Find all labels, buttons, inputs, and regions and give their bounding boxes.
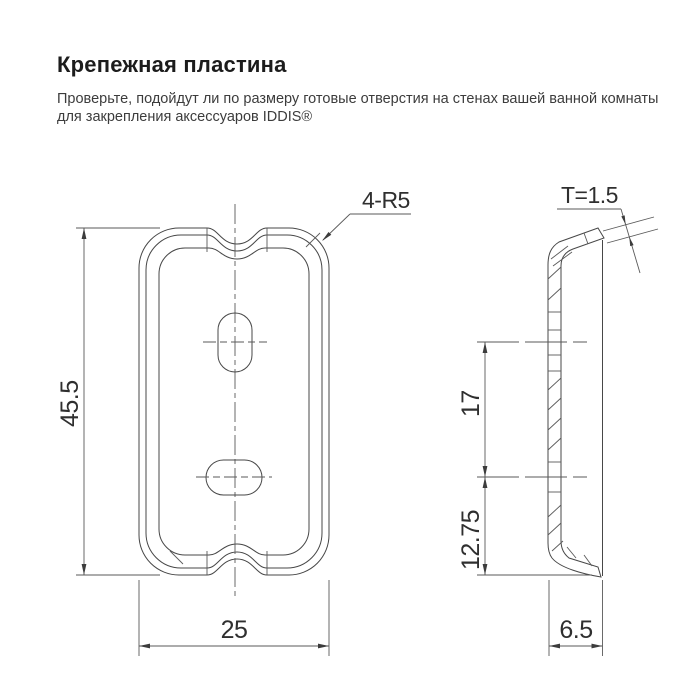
thickness-callout — [557, 182, 658, 273]
corner-bend-mark — [170, 551, 183, 564]
arrowhead — [621, 215, 625, 224]
dimension-hole-spacing — [457, 342, 587, 477]
hatch-line — [548, 288, 561, 300]
plate-mid-outline — [146, 235, 322, 568]
side-view — [457, 182, 658, 656]
subtitle-line-2: для закрепления аксессуаров IDDIS® — [57, 109, 313, 125]
hatch-line — [548, 398, 561, 410]
surface-extension — [603, 217, 654, 231]
width-dim-label: 25 — [220, 616, 248, 644]
corner-radius-callout — [322, 187, 411, 241]
page-title: Крепежная пластина — [57, 52, 287, 77]
arrowhead — [139, 644, 150, 649]
section-hatching — [548, 233, 592, 566]
arrowhead — [483, 477, 488, 488]
surface-extension — [607, 229, 658, 243]
lower-slot-hole — [206, 460, 262, 495]
bottom-offset-label: 12.75 — [457, 509, 485, 570]
hatch-divider — [567, 547, 576, 558]
arrowhead — [318, 644, 329, 649]
front-view — [56, 187, 411, 656]
arrowhead — [483, 466, 488, 477]
arrowhead — [483, 342, 488, 353]
arrowhead — [592, 644, 603, 649]
depth-dim-label: 6.5 — [559, 616, 593, 644]
dimension-depth — [549, 580, 603, 656]
dimension-width — [139, 580, 329, 656]
plate-inner-outline — [159, 248, 309, 555]
hatch-line — [548, 523, 561, 535]
hole-spacing-label: 17 — [457, 390, 485, 417]
subtitle-line-1: Проверьте, подойдут ли по размеру готовые отверстия на стенах вашей ванной комнаты — [57, 91, 659, 107]
arrowhead — [629, 237, 633, 246]
hatch-line — [553, 252, 572, 266]
hatch-line — [548, 267, 561, 279]
dimension-bottom-offset — [457, 477, 592, 575]
hatch-line — [548, 438, 561, 450]
height-dim-label: 45.5 — [56, 380, 84, 427]
hatch-line — [548, 378, 561, 390]
arrowhead — [82, 564, 87, 575]
hatch-divider — [584, 233, 588, 244]
plate-outer-outline — [139, 228, 329, 575]
arrowhead — [82, 228, 87, 239]
thickness-label: T=1.5 — [561, 182, 618, 208]
dimension-height — [56, 228, 160, 575]
corner-radius-label: 4-R5 — [362, 187, 410, 213]
hatch-line — [548, 418, 561, 430]
arrowhead — [549, 644, 560, 649]
hatch-line — [548, 505, 561, 517]
